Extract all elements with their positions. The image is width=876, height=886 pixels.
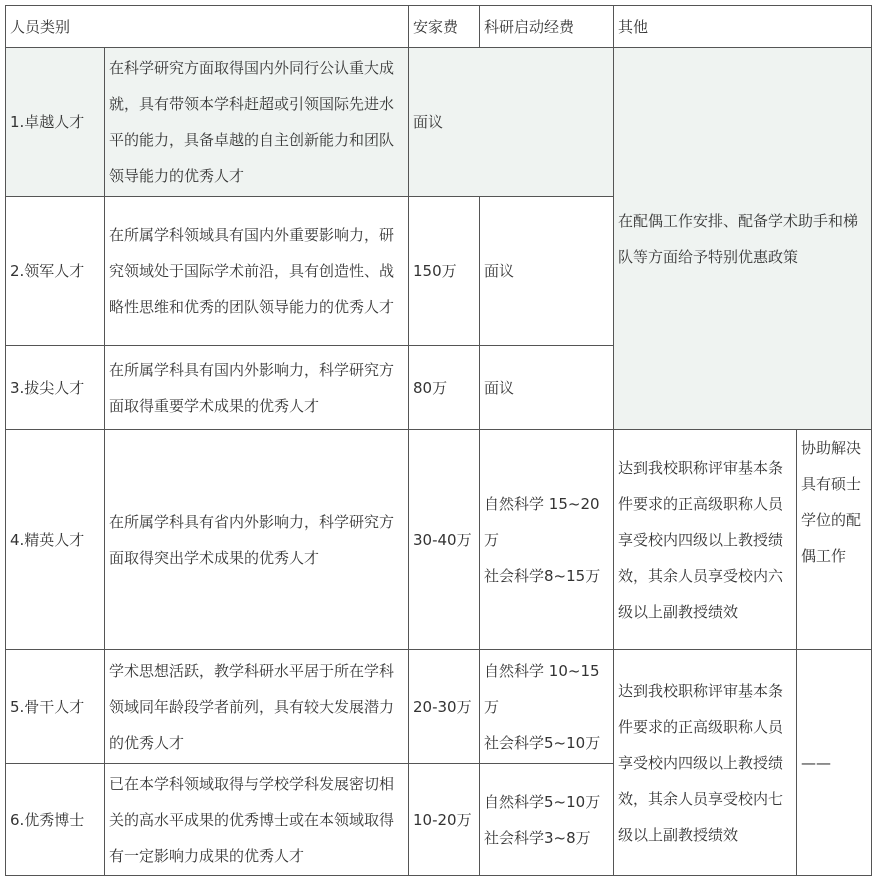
table-row <box>6 430 872 650</box>
header-other: 其他 <box>614 6 872 48</box>
spouse-policy: 协助解决具有硕士学位的配偶工作 <box>797 430 872 650</box>
row-description: 学术思想活跃，教学科研水平居于所在学科领域同年龄段学者前列，具有较大发展潜力的优秀人才 <box>105 650 409 764</box>
table-row <box>6 48 872 197</box>
row-funding: 面议 <box>480 346 614 430</box>
row-category: 1.卓越人才 <box>6 48 105 197</box>
row-description: 已在本学科领域取得与学校学科发展密切相关的高水平成果的优秀博士或在本领域取得有一定影响力成果的优秀人才 <box>105 764 409 876</box>
talent-policy-table <box>5 5 872 876</box>
row-category: 4.精英人才 <box>6 430 105 650</box>
funding-natural: 自然科学 10~15万 <box>484 661 600 716</box>
row-settlement-funding: 面议 <box>409 48 614 197</box>
row-settlement: 20-30万 <box>409 650 480 764</box>
salary-policy: 达到我校职称评审基本条件要求的正高级职称人员享受校内四级以上教授绩效，其余人员享受校内六级以上副教授绩效 <box>614 430 797 650</box>
header-research-funding: 科研启动经费 <box>480 6 614 48</box>
funding-natural: 自然科学 15~20万 <box>484 494 600 549</box>
row-description: 在所属学科领域具有国内外重要影响力，研究领域处于国际学术前沿，具有创造性、战略性思维和优秀的团队领导能力的优秀人才 <box>105 197 409 346</box>
row-settlement: 80万 <box>409 346 480 430</box>
row-funding <box>480 430 614 650</box>
row-category: 5.骨干人才 <box>6 650 105 764</box>
salary-policy-lower: 达到我校职称评审基本条件要求的正高级职称人员享受校内四级以上教授绩效，其余人员享受校内七级以上副教授绩效 <box>614 650 797 876</box>
row-settlement: 10-20万 <box>409 764 480 876</box>
row-settlement: 150万 <box>409 197 480 346</box>
row-funding <box>480 764 614 876</box>
row-category: 3.拔尖人才 <box>6 346 105 430</box>
funding-social: 社会科学5~10万 <box>484 733 601 752</box>
spouse-policy-lower <box>797 650 872 876</box>
table-row <box>6 650 872 764</box>
dash-mark: —— <box>801 753 832 772</box>
row-category: 6.优秀博士 <box>6 764 105 876</box>
row-description: 在所属学科具有国内外影响力，科学研究方面取得重要学术成果的优秀人才 <box>105 346 409 430</box>
funding-natural: 自然科学5~10万 <box>484 792 601 811</box>
header-settlement: 安家费 <box>409 6 480 48</box>
row-category: 2.领军人才 <box>6 197 105 346</box>
row-funding <box>480 650 614 764</box>
table-header-row <box>6 6 872 48</box>
row-description: 在所属学科具有省内外影响力，科学研究方面取得突出学术成果的优秀人才 <box>105 430 409 650</box>
row-funding: 面议 <box>480 197 614 346</box>
row-settlement: 30-40万 <box>409 430 480 650</box>
header-category: 人员类别 <box>6 6 409 48</box>
funding-social: 社会科学3~8万 <box>484 828 591 847</box>
funding-social: 社会科学8~15万 <box>484 566 601 585</box>
other-policy-top: 在配偶工作安排、配备学术助手和梯队等方面给予特别优惠政策 <box>614 48 872 430</box>
row-description: 在科学研究方面取得国内外同行公认重大成就，具有带领本学科赶超或引领国际先进水平的能力，具备卓越的自主创新能力和团队领导能力的优秀人才 <box>105 48 409 197</box>
